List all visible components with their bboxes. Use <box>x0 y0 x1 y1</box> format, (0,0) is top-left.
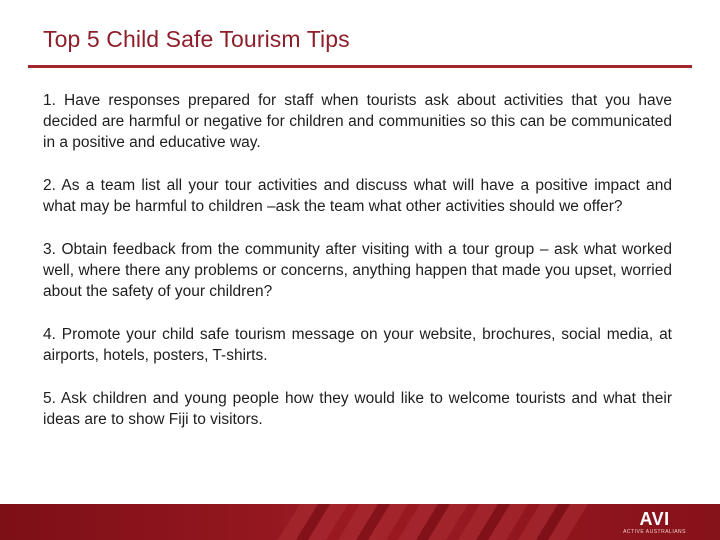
tip-item: 1. Have responses prepared for staff when tourists ask about activities that you have decided are harmful or negative for children and communities so this can be communicated in a positive and educative way. <box>43 92 672 151</box>
tip-item: 4. Promote your child safe tourism message on your website, brochures, social media, at airports, hotels, posters, T-shirts. <box>43 326 672 364</box>
tip-item: 5. Ask children and young people how they would like to welcome tourists and what their ideas are to show Fiji to visitors. <box>43 390 672 428</box>
footer-pattern <box>0 504 720 540</box>
tip-item: 3. Obtain feedback from the community after visiting with a tour group – ask what worked well, where there any problems or concerns, anything happen that made you upset, worried about the safety of your children? <box>43 241 672 300</box>
slide-title: Top 5 Child Safe Tourism Tips <box>43 26 350 52</box>
avi-logo <box>623 509 686 535</box>
title-divider <box>28 65 692 68</box>
tips-list <box>43 90 672 452</box>
logo-text: AVI <box>639 509 670 529</box>
tip-item: 2. As a team list all your tour activities and discuss what will have a positive impact and what may be harmful to children –ask the team what other activities should we offer? <box>43 177 672 215</box>
footer-bar <box>0 504 720 540</box>
logo-subtext: ACTIVE AUSTRALIANS <box>623 529 686 535</box>
